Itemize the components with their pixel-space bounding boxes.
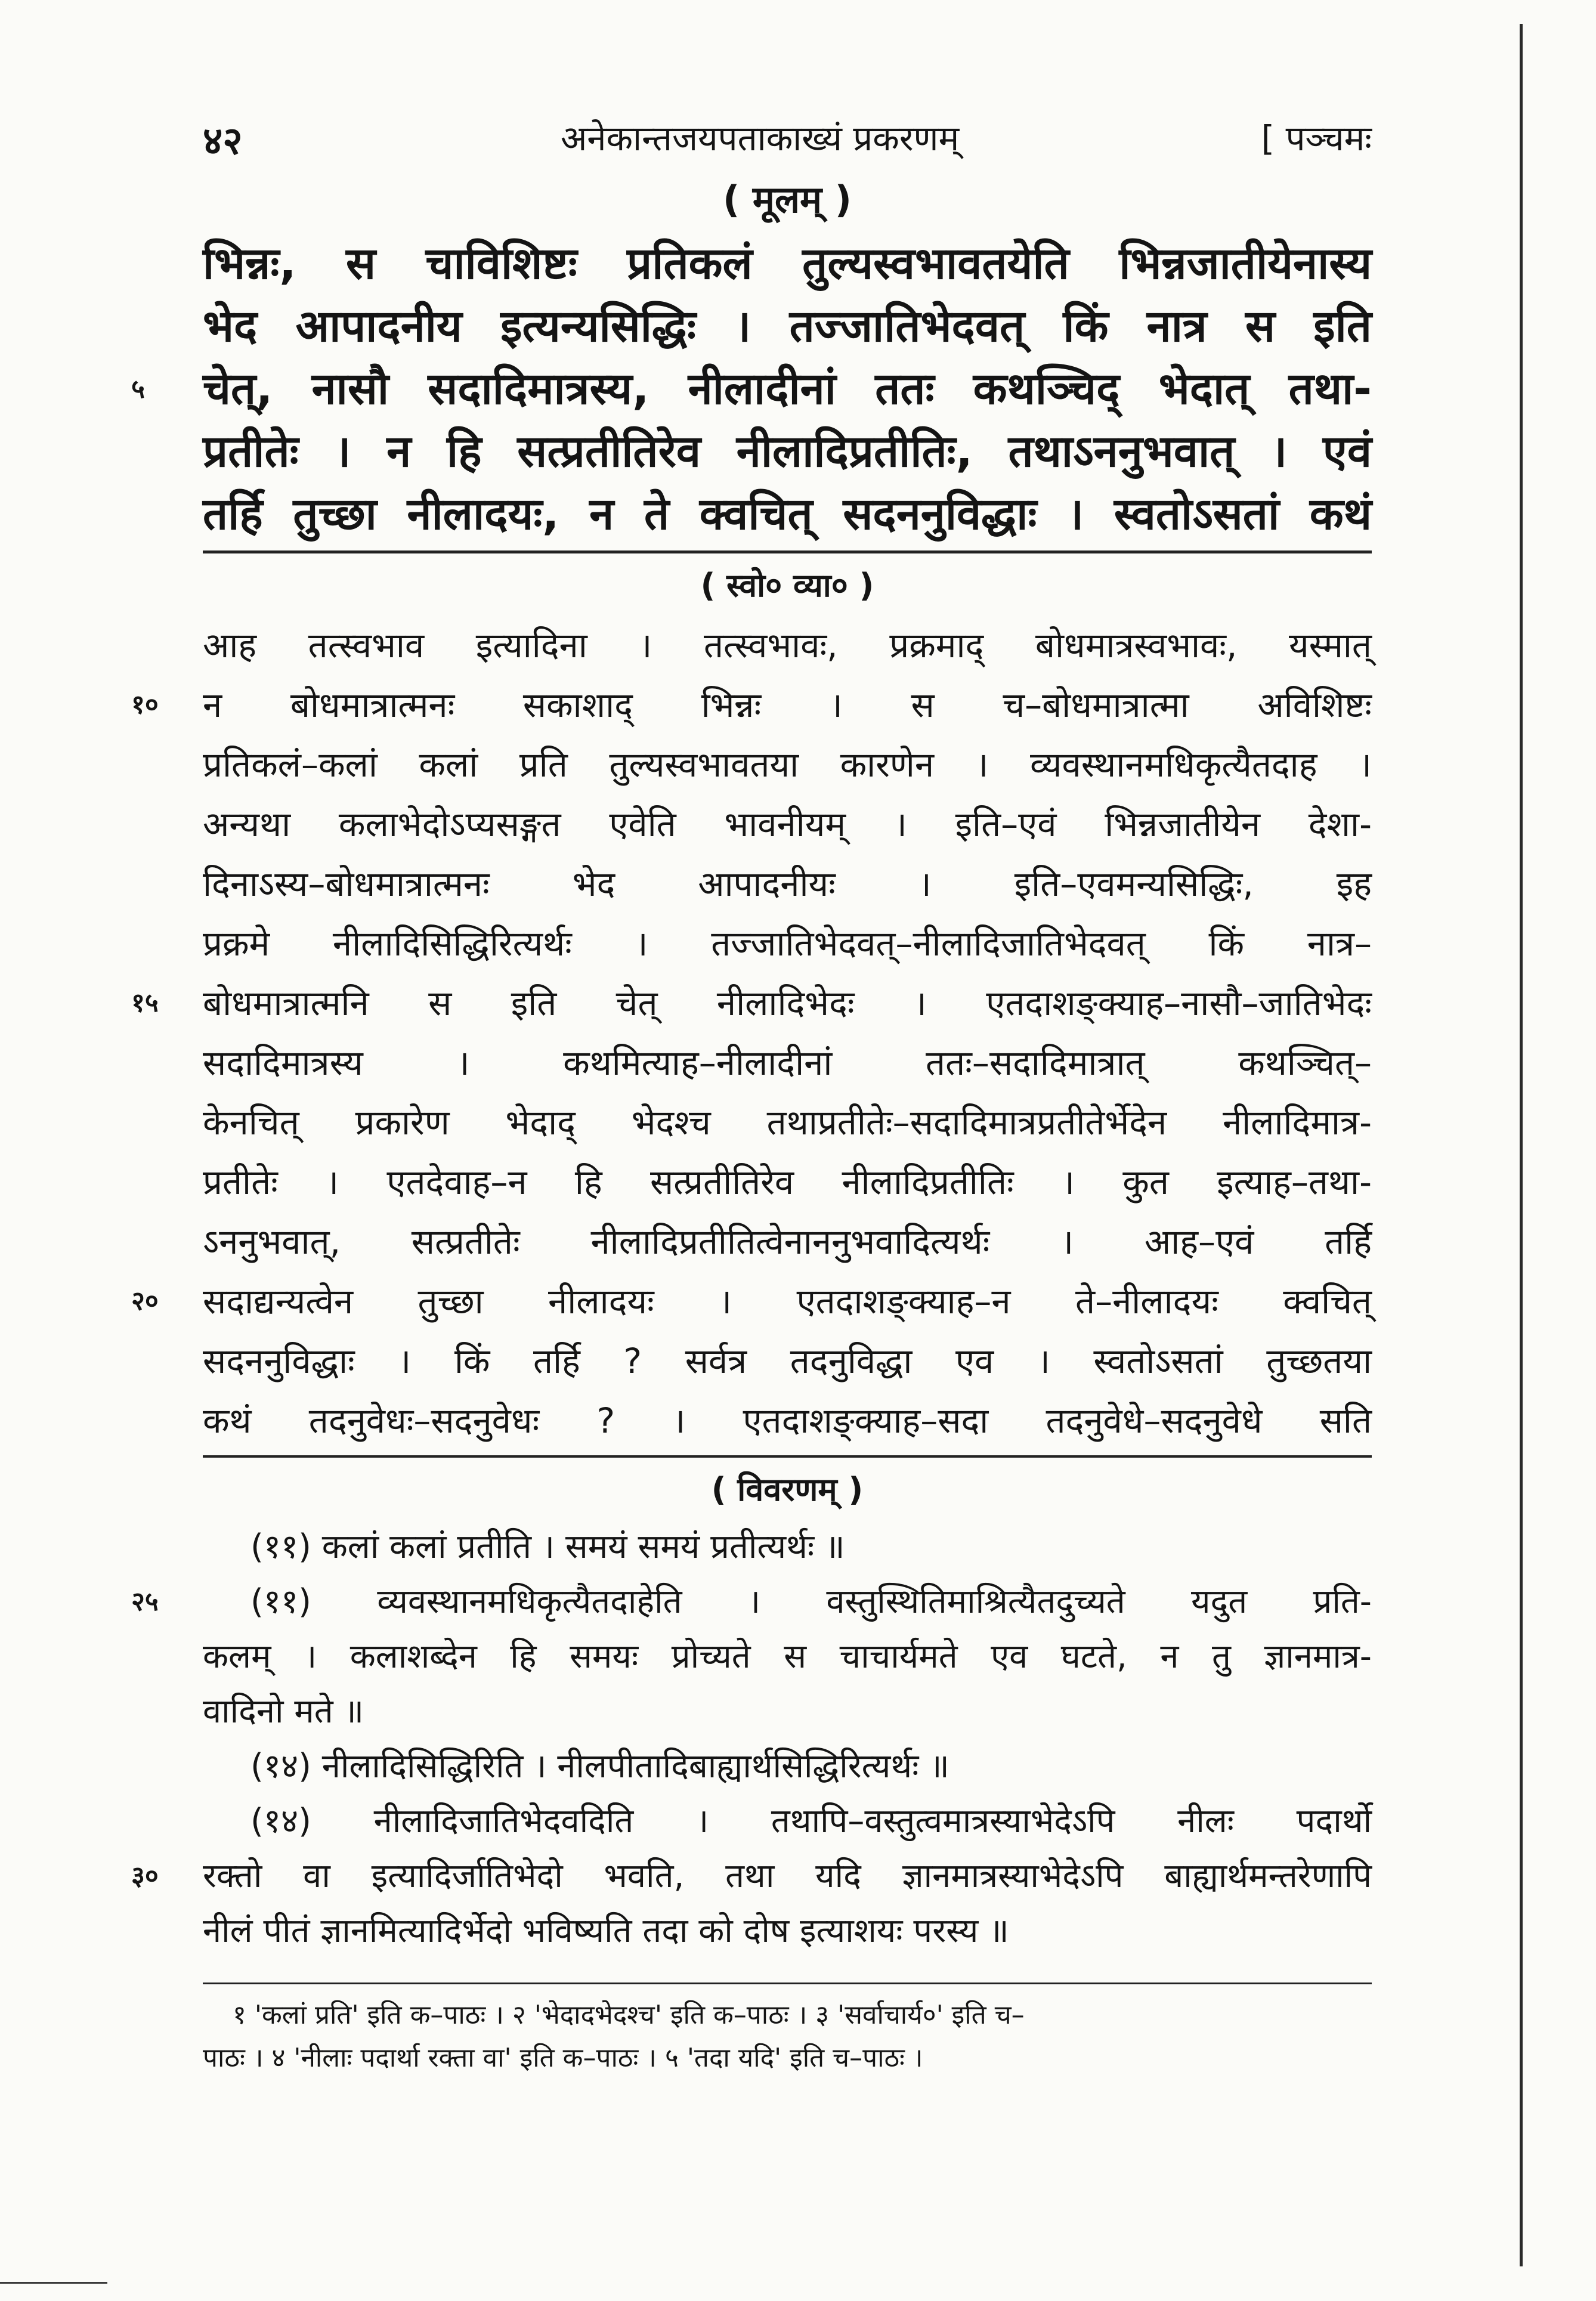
vivarana-line-text: रक्तो वा इत्यादिर्जातिभेदो भवति, तथा यदि ज्ञानमात्रस्याभेदेऽपि बाह्यार्थमन्तरेणापि <box>203 1857 1372 1895</box>
vyakhya-line-text: बोधमात्रात्मनि स इति चेत् नीलादिभेदः । एतदाशङ्क्याह–नासौ–जातिभेदः <box>203 983 1372 1023</box>
left-bottom-rule <box>0 2282 107 2284</box>
line-number: १० <box>131 689 159 720</box>
book-page <box>131 101 1372 2080</box>
page-number: ४२ <box>203 119 243 163</box>
vyakhya-line: आह तत्स्वभाव इत्यादिना । तत्स्वभावः, प्रक्रमाद् बोधमात्रस्वभावः, यस्मात् <box>203 625 1372 666</box>
footnote-line: पाठः । ४ 'नीलाः पदार्था रक्ता वा' इति क–पाठः । ५ 'तदा यदि' इति च–पाठः । <box>203 2043 923 2073</box>
vivarana-para <box>131 1575 1372 1629</box>
mula-line: भिन्नः, स चाविशिष्टः प्रतिकलं तुल्यस्वभावतयेति भिन्नजातीयेनास्य <box>203 238 1372 289</box>
section-divider <box>203 550 1372 553</box>
vyakhya-line: ऽननुभवात्, सत्प्रतीतेः नीलादिप्रतीतित्वेनाननुभवादित्यर्थः । आह–एवं तर्हि <box>203 1221 1372 1262</box>
vyakhya-line-text: न बोधमात्रात्मनः सकाशाद् भिन्नः । स च–बोधमात्रात्मा अविशिष्टः <box>203 685 1372 725</box>
vyakhya-line: अन्यथा कलाभेदोऽप्यसङ्गत एवेति भावनीयम् । इति–एवं भिन्नजातीयेन देशा- <box>203 804 1372 845</box>
vyakhya-line: प्रक्रमे नीलादिसिद्धिरित्यर्थः । तज्जातिभेदवत्–नीलादिजातिभेदवत् किं नात्र– <box>203 923 1372 964</box>
vivarana-heading: ( विवरणम् ) <box>711 1471 864 1508</box>
section-divider <box>203 1455 1372 1458</box>
vyakhya-line: सदननुविद्धाः । किं तर्हि ? सर्वत्र तदनुविद्धा एव । स्वतोऽसतां तुच्छतया <box>203 1341 1372 1381</box>
vyakhya-line: प्रतिकलं–कलां कलां प्रति तुल्यस्वभावतया कारणेन । व्यवस्थानमधिकृत्यैतदाह । <box>203 744 1372 785</box>
vyakhya-text <box>131 616 1372 1451</box>
vivarana-para <box>131 1849 1372 1904</box>
mula-line: प्रतीतेः । न हि सत्प्रतीतिरेव नीलादिप्रतीतिः, तथाऽननुभवात् । एवं <box>203 426 1372 477</box>
right-margin-rule <box>1520 24 1523 2266</box>
mula-heading: ( मूलम् ) <box>722 178 852 221</box>
footnotes <box>203 1983 1372 2080</box>
vyakhya-line: केनचित् प्रकारेण भेदाद् भेदश्च तथाप्रतीतेः–सदादिमात्रप्रतीतेर्भेदेन नीलादिमात्र- <box>203 1102 1372 1143</box>
vyakhya-line: सदादिमात्रस्य । कथमित्याह–नीलादीनां ततः–सदादिमात्रात् कथञ्चित्– <box>203 1043 1372 1083</box>
vyakhya-line <box>131 1272 1372 1331</box>
vivarana-para: (१४) नीलादिसिद्धिरिति । नीलपीतादिबाह्यार्थसिद्धिरित्यर्थः ॥ <box>250 1747 949 1786</box>
vivarana-line-text: (११) व्यवस्थानमधिकृत्यैतदाहेति । वस्तुस्थितिमाश्रित्यैतदुच्यते यदुत प्रति- <box>250 1582 1372 1621</box>
line-number: ३० <box>131 1861 159 1891</box>
line-number: १५ <box>131 988 159 1018</box>
vyakhya-heading: ( स्वो० व्या० ) <box>700 567 874 604</box>
vivarana-text <box>131 1520 1372 1959</box>
line-number: ५ <box>131 374 145 404</box>
vivarana-para: (१४) नीलादिजातिभेदवदिति । तथापि–वस्तुत्वमात्रस्याभेदेऽपि नीलः पदार्थो <box>250 1802 1372 1841</box>
vyakhya-line-text: सदाद्यन्यत्वेन तुच्छा नीलादयः । एतदाशङ्क्याह–न ते–नीलादयः क्वचित् <box>203 1281 1372 1322</box>
vivarana-para: कलम् । कलाशब्देन हि समयः प्रोच्यते स चाचार्यमते एव घटते, न तु ज्ञानमात्र- <box>203 1637 1372 1676</box>
line-number: २० <box>131 1286 159 1316</box>
vyakhya-line <box>131 973 1372 1033</box>
mula-line: भेद आपादनीय इत्यन्यसिद्धिः । तज्जातिभेदवत् किं नात्र स इति <box>203 301 1372 352</box>
line-number: २५ <box>131 1586 159 1617</box>
footnote-line: १ 'कलां प्रति' इति क–पाठः । २ 'भेदादभेदश्च' इति क–पाठः । ३ 'सर्वाचार्य०' इति च– <box>233 2000 1025 2030</box>
vivarana-para: (११) कलां कलां प्रतीति । समयं समयं प्रतीत्यर्थः ॥ <box>250 1527 845 1566</box>
vyakhya-line: दिनाऽस्य–बोधमात्रात्मनः भेद आपादनीयः । इति–एवमन्यसिद्धिः, इह <box>203 864 1372 904</box>
mula-line: तर्हि तुच्छा नीलादयः, न ते क्वचित् सदननुविद्धाः । स्वतोऽसतां कथं <box>203 488 1372 540</box>
vyakhya-line: कथं तदनुवेधः–सदनुवेधः ? । एतदाशङ्क्याह–सदा तदनुवेधे–सदनुवेधे सति <box>203 1400 1372 1441</box>
vivarana-para: नीलं पीतं ज्ञानमित्यादिर्भेदो भविष्यति तदा को दोष इत्याशयः परस्य ॥ <box>203 1912 1009 1950</box>
mula-line <box>131 358 1372 420</box>
vivarana-para: वादिनो मते ॥ <box>203 1692 364 1731</box>
vyakhya-line <box>131 675 1372 735</box>
mula-line-text: चेत्, नासौ सदादिमात्रस्य, नीलादीनां ततः कथञ्चिद् भेदात् तथा- <box>203 363 1372 415</box>
running-title: अनेकान्तजयपताकाख्यं प्रकरणम् <box>561 118 960 159</box>
mula-text <box>131 233 1372 546</box>
section-label: [ पञ्चमः <box>1261 118 1372 159</box>
running-header <box>203 101 1372 167</box>
vyakhya-line: प्रतीतेः । एतदेवाह–न हि सत्प्रतीतिरेव नीलादिप्रतीतिः । कुत इत्याह–तथा- <box>203 1162 1372 1202</box>
